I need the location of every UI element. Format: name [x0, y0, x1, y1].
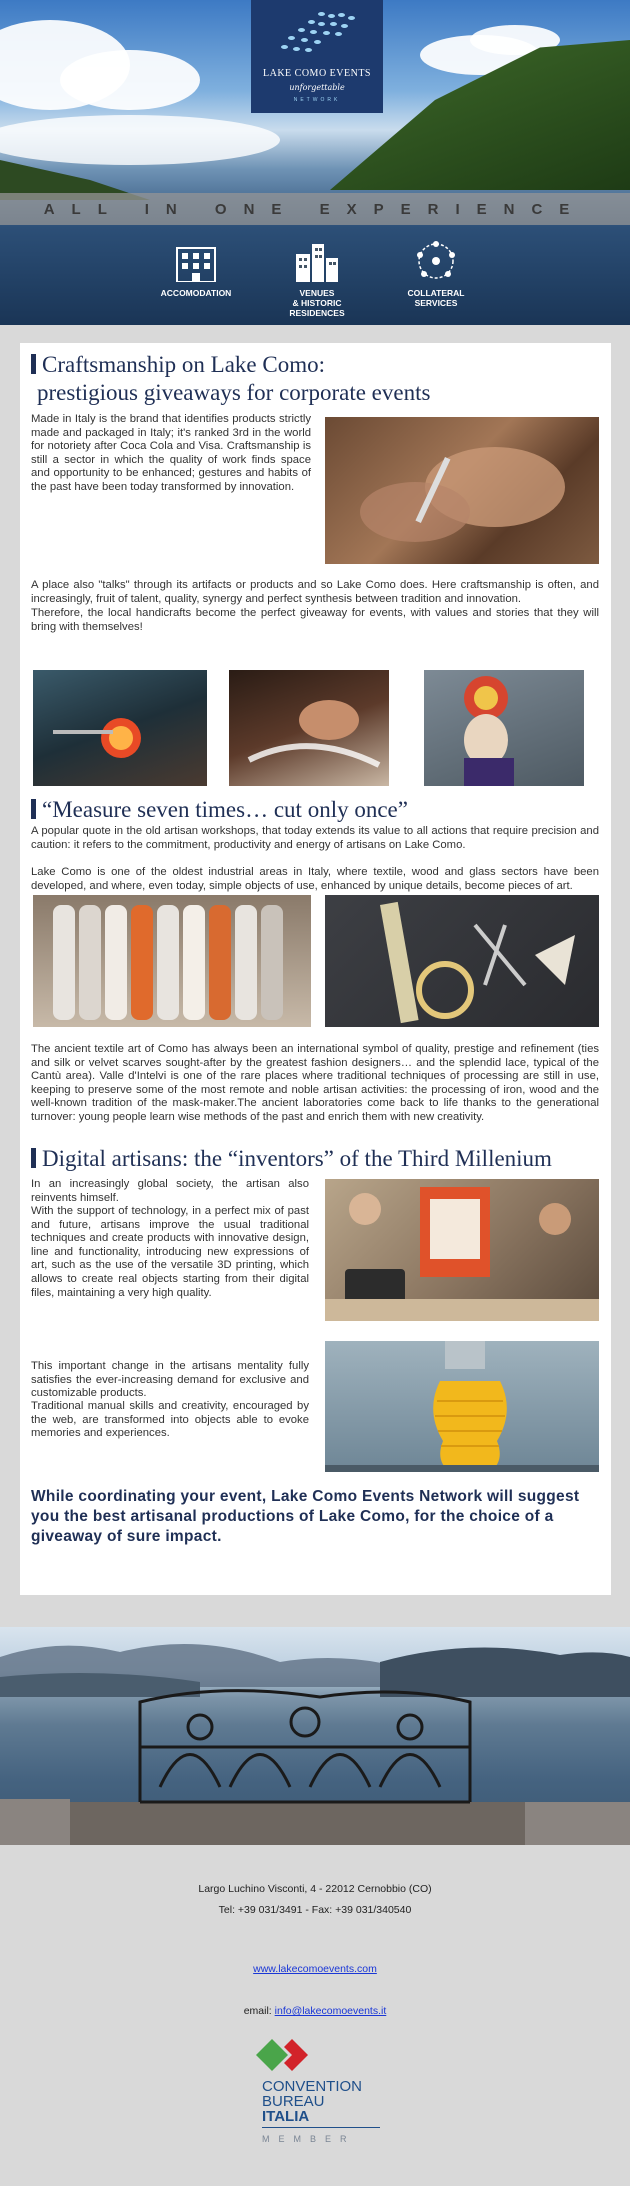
- logo-name: LAKE COMO EVENTS: [263, 68, 371, 79]
- handicrafts-paragraph: Therefore, the local handicrafts become the perfect giveaway for events, with values and stories that they will bring with themselves!: [31, 607, 599, 633]
- badge-line-2: BUREAU: [262, 2093, 325, 2110]
- email-label: email:: [243, 2005, 272, 2017]
- footer-address: Largo Luchino Visconti, 4 - 22012 Cernobbio (CO): [198, 1883, 432, 1895]
- mask-maker-photo: [424, 670, 584, 786]
- badge-line-3: ITALIA: [262, 2108, 310, 2125]
- city-icon: [294, 240, 340, 282]
- service-accomodation[interactable]: ACCOMODATION: [141, 240, 251, 298]
- logo-network: NETWORK: [293, 97, 341, 103]
- network-icon: [413, 240, 459, 282]
- glassblower-photo: [33, 670, 207, 786]
- 3d-printer-workshop-photo: [325, 1179, 599, 1321]
- badge-diamond-icon: [254, 2037, 314, 2077]
- convention-bureau-badge[interactable]: [252, 2037, 392, 2177]
- website-link[interactable]: www.lakecomoevents.com: [253, 1963, 377, 1975]
- brand-logo[interactable]: [251, 0, 383, 113]
- article-card: [20, 343, 611, 1595]
- lace-making-photo: [229, 670, 389, 786]
- lake-banner-photo: [0, 1627, 630, 1845]
- footer-phone: Tel: +39 031/3491 - Fax: +39 031/340540: [218, 1904, 412, 1916]
- email-link[interactable]: info@lakecomoevents.it: [274, 2005, 387, 2017]
- call-to-action-text: While coordinating your event, Lake Como Events Network will suggest you the best artisanal productions of Lake Como, for the choice of a giveaway of sure impact.: [31, 1488, 580, 1545]
- badge-line-1: CONVENTION: [262, 2078, 363, 2095]
- service-collateral[interactable]: COLLATERAL SERVICES: [381, 240, 491, 308]
- 3d-printed-vase-photo: [325, 1341, 599, 1472]
- section-title-craftsmanship: Craftsmanship on Lake Como:: [31, 352, 325, 378]
- badge-member: MEMBER: [262, 2134, 356, 2144]
- industrial-areas-paragraph: Lake Como is one of the oldest industrial areas in Italy, where textile, wood and glass sectors have been developed, and where, even today, simple objects of use, enhanced by unique details, become pieces of art.: [31, 866, 599, 892]
- logo-dots-icon: [273, 10, 363, 55]
- section-title-measure: “Measure seven times… cut only once”: [31, 797, 408, 823]
- mentality-paragraph: This important change in the artisans mentality fully satisfies the ever-increasing demand for exclusive and customizable products.: [31, 1360, 309, 1400]
- global-society-paragraph: In an increasingly global society, the artisan also reinvents himself.: [31, 1178, 309, 1204]
- section-title-digital-artisans: Digital artisans: the “inventors” of the Third Millenium: [31, 1146, 552, 1172]
- intro-paragraph: Made in Italy is the brand that identifies products strictly made and packaged in Italy; it's ranked 3rd in the world for notoriety after Coca Cola and Visa. Craftsmanship is still a sector in which the quality of work finds space and opportunity to be enhanced; gestures and habits of the past have been today transformed by innovation.: [31, 413, 311, 493]
- logo-tagline: unforgettable: [289, 83, 345, 92]
- technology-paragraph: With the support of technology, in a perfect mix of past and future, artisans improve the usual traditional techniques and create products with innovative design, line and functionality, introducing new expressions of art, such as the use of the versatile 3D printing, which allows to create real objects starting from their digital files, maintaining a very high quality.: [31, 1205, 309, 1299]
- building-icon: [173, 240, 219, 282]
- manual-skills-paragraph: Traditional manual skills and creativity, encouraged by the web, are transformed into objects able to evoke memories and experiences.: [31, 1400, 309, 1440]
- quote-paragraph: A popular quote in the old artisan workshops, that today extends its value to all actions that require precision and caution: it refers to the commitment, productivity and energy of artisans on Lake Como.: [31, 825, 599, 851]
- craftsman-hands-photo: [325, 417, 599, 564]
- hero-banner: [0, 0, 630, 325]
- footer: [0, 1845, 630, 2186]
- section-subtitle-giveaways: prestigious giveaways for corporate events: [37, 380, 431, 405]
- tagline-text: ALL IN ONE EXPERIENCE: [43, 200, 587, 218]
- fabric-spools-photo: [33, 895, 311, 1027]
- tailor-tools-photo: [325, 895, 599, 1027]
- textile-art-paragraph: The ancient textile art of Como has always been an international symbol of quality, prestige and refinement (ties and silk or velvet scarves sought-after by the greatest fashion designers… and the splendid lace, typical of the Cantù area). Valle d'Intelvi is one of the rare places where traditional techniques of processing are still in use, keeping to preserve some of the most remote and noble artisan activities: the processing of iron, wood and the well-known tradition of the mask-maker.The ancient laboratories come back to life thanks to the generational turnover: young people learn wise methods of the past and enrich them with new creativity.: [31, 1043, 599, 1123]
- tagline-band: [0, 193, 630, 225]
- places-talk-paragraph: A place also "talks" through its artifacts or products and so Lake Como does. Here craftsmanship is often, and increasingly, fruit of talent, quality, synergy and perfect synthesis between tradition and innovation.: [31, 579, 599, 605]
- service-venues[interactable]: VENUES & HISTORIC RESIDENCES: [262, 240, 372, 318]
